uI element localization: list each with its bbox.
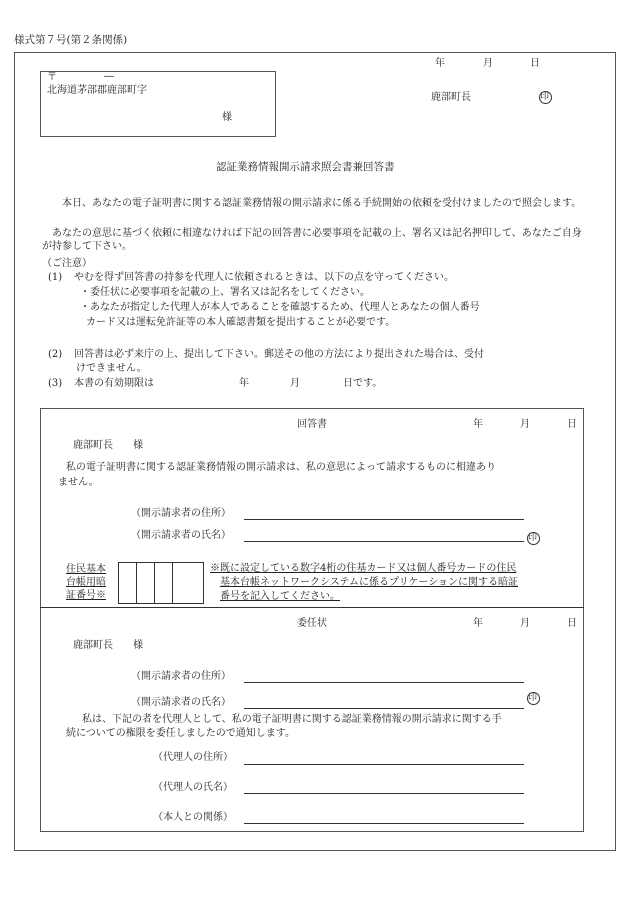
proxy-year: 年 — [473, 618, 483, 629]
proxy-seal-label: 印 — [528, 693, 538, 703]
pin-cell-divider — [136, 563, 154, 603]
note-2-number: (2) — [48, 349, 63, 360]
header-seal-icon — [540, 92, 549, 103]
note-1-bullet-3: カード又は運転免許証等の本人確認書類を提出することが必要です。 — [86, 317, 396, 328]
proxy-address-label: （開示請求者の住所） — [131, 671, 231, 682]
answer-statement-2: ません。 — [58, 477, 99, 488]
answer-address-field[interactable] — [244, 519, 524, 520]
note-3-year: 年 — [239, 378, 249, 389]
proxy-seal-icon — [528, 693, 537, 704]
note-2-text-2: けできません。 — [76, 363, 147, 374]
proxy-month: 月 — [520, 618, 530, 629]
recipient-address-box — [40, 71, 276, 137]
proxy-address-field[interactable] — [244, 682, 524, 683]
answer-year: 年 — [473, 419, 483, 430]
pin-cell-divider — [154, 563, 172, 603]
answer-seal-icon — [528, 533, 537, 544]
intro-paragraph-1: 本日、あなたの電子証明書に関する認証業務情報の開示請求に係る手続開始の依頼を受付けましたので照会します。 — [62, 198, 582, 209]
proxy-name-label: （開示請求者の氏名） — [131, 697, 231, 708]
header-seal-label: 印 — [540, 92, 550, 102]
form-number: 様式第７号(第２条関係) — [14, 34, 128, 46]
section-divider — [40, 607, 584, 608]
note-2-text-1: 回答書は必ず来庁の上、提出して下さい。郵送その他の方法により提出された場合は、受付 — [74, 349, 484, 360]
note-1-bullet-1: ・委任状に必要事項を記載の上、署名又は記名をしてください。 — [80, 287, 370, 298]
pin-note-1: ※既に設定している数字4桁の住基カード又は個人番号カードの住民 — [210, 563, 517, 574]
relation-label: （本人との関係） — [153, 812, 233, 823]
pin-grid[interactable] — [118, 562, 204, 604]
recipient-address: 北海道茅部郡鹿部町字 — [47, 85, 147, 96]
answer-seal-label: 印 — [528, 533, 538, 543]
recipient-sama: 様 — [222, 112, 232, 123]
note-3-day: 日です。 — [343, 378, 383, 389]
pin-cell-divider — [172, 563, 190, 603]
proxy-name-field[interactable] — [244, 708, 524, 709]
notes-heading: （ご注意） — [42, 258, 92, 269]
pin-note-2: 基本台帳ネットワークシステムに係るプリケーションに関する暗証 — [220, 577, 518, 588]
relation-field[interactable] — [244, 823, 524, 824]
mayor-title: 鹿部町長 — [431, 92, 471, 103]
postal-dash: ― — [104, 71, 114, 82]
header-date-year: 年 — [435, 58, 445, 69]
note-3-month: 月 — [290, 378, 300, 389]
proxy-day: 日 — [567, 618, 577, 629]
answer-month: 月 — [520, 419, 530, 430]
pin-label-line-2: 台帳用暗 — [66, 577, 106, 588]
answer-day: 日 — [567, 419, 577, 430]
document-title: 認証業務情報開示請求照会書兼回答書 — [216, 161, 395, 173]
answer-addressee: 鹿部町長 様 — [73, 440, 143, 451]
proxy-statement-2: 続についての権限を委任しましたので通知します。 — [66, 728, 295, 739]
note-1-number: (1) — [48, 272, 63, 283]
header-date-day: 日 — [530, 58, 540, 69]
postal-mark: 〒 — [47, 72, 57, 83]
answer-title: 回答書 — [297, 419, 327, 430]
answer-name-field[interactable] — [244, 541, 524, 542]
agent-address-label: （代理人の住所） — [153, 752, 233, 763]
header-date-month: 月 — [483, 58, 493, 69]
agent-name-label: （代理人の氏名） — [153, 782, 233, 793]
intro-paragraph-2: あなたの意思に基づく依頼に相違なければ下記の回答書に必要事項を記載の上、署名又は記名押印して、あなたご自身が持参して下さい。 — [42, 228, 582, 252]
proxy-statement-1: 私は、下記の者を代理人として、私の電子証明書に関する認証業務情報の開示請求に関する手 — [82, 714, 502, 725]
pin-label-line-3: 証番号※ — [66, 590, 106, 601]
agent-name-field[interactable] — [244, 793, 524, 794]
answer-statement-1: 私の電子証明書に関する認証業務情報の開示請求は、私の意思によって請求するものに相違あり — [66, 462, 496, 473]
proxy-addressee: 鹿部町長 様 — [73, 640, 143, 651]
answer-address-label: （開示請求者の住所） — [131, 508, 231, 519]
note-3-text: 本書の有効期限は — [74, 378, 154, 389]
proxy-title: 委任状 — [297, 618, 327, 629]
pin-note-3: 番号を記入してください。 — [220, 591, 340, 602]
agent-address-field[interactable] — [244, 764, 524, 765]
note-1-text: やむを得ず回答書の持参を代理人に依頼されるときは、以下の点を守ってください。 — [74, 272, 454, 283]
answer-name-label: （開示請求者の氏名） — [131, 530, 231, 541]
note-3-number: (3) — [48, 378, 63, 389]
note-1-bullet-2: ・あなたが指定した代理人が本人であることを確認するため、代理人とあなたの個人番号 — [80, 302, 480, 313]
pin-label-line-1: 住民基本 — [66, 564, 106, 575]
